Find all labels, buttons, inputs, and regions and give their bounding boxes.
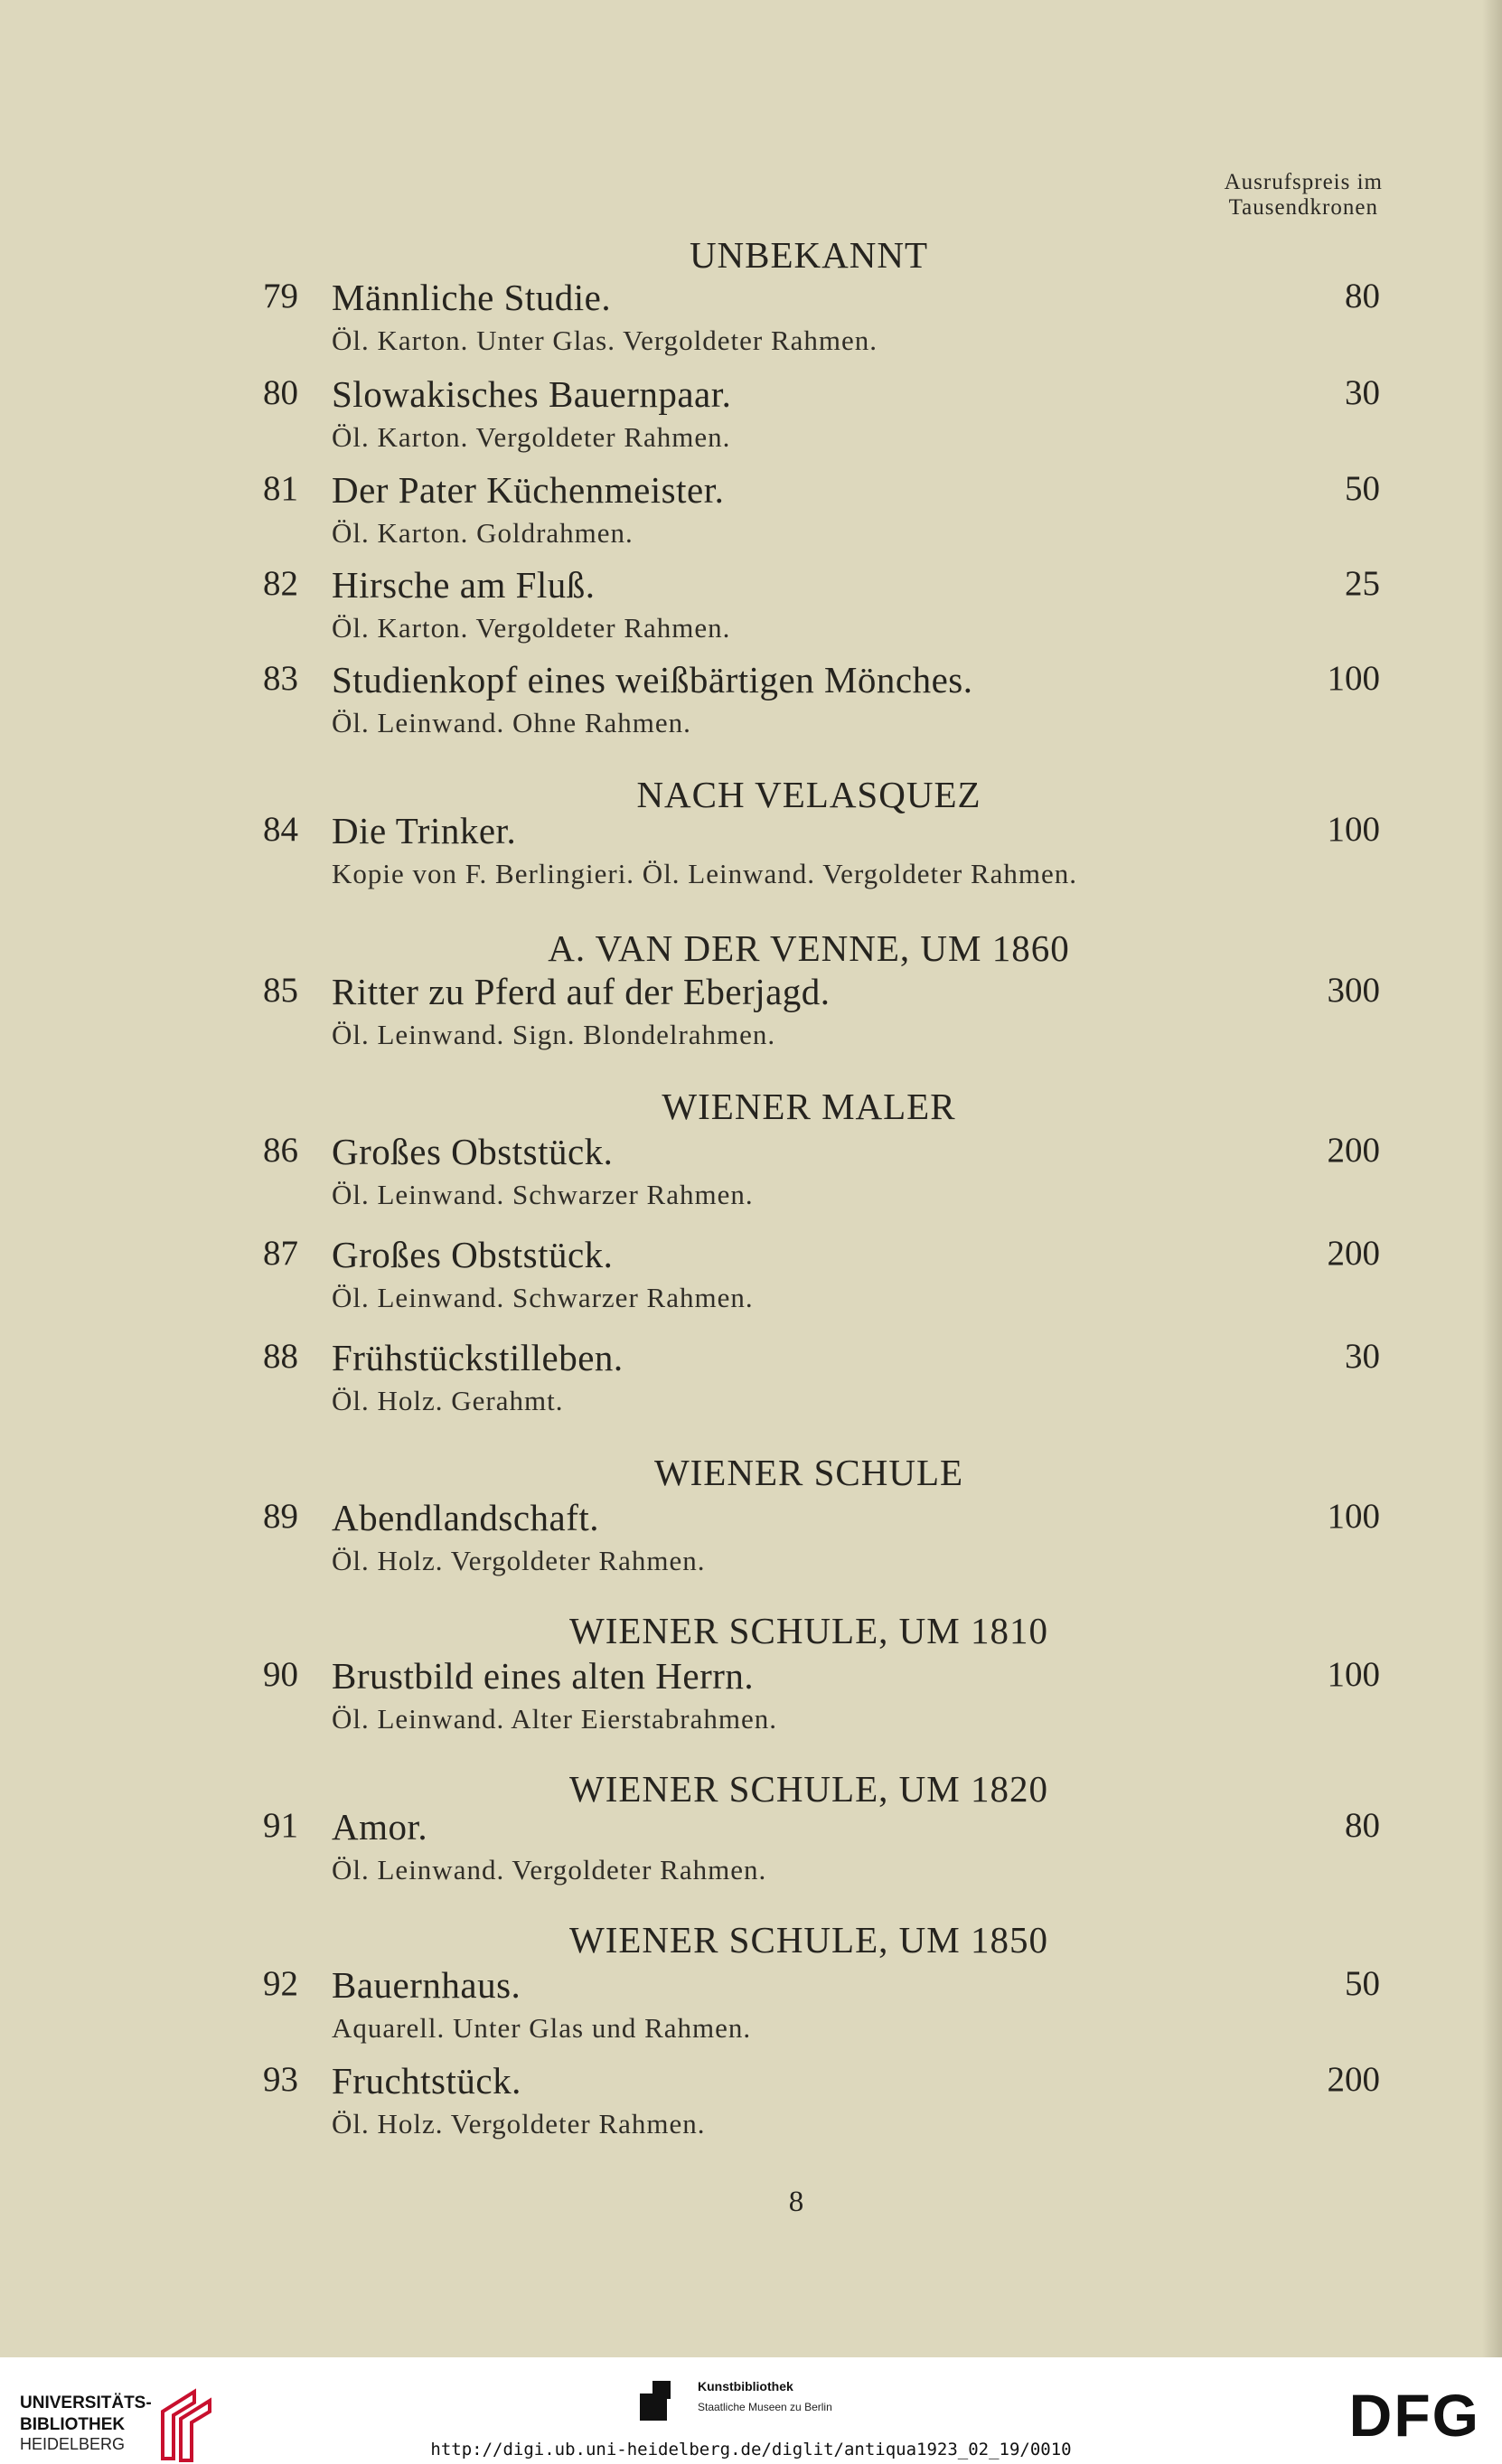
catalog-entry-86 [0,1130,1502,1229]
lot-title: Brustbild eines alten Herrn. [332,1655,755,1697]
dfg-logo[interactable]: DFG [1348,2382,1480,2449]
lot-title: Ritter zu Pferd auf der Eberjagd. [332,971,831,1012]
lot-description: Öl. Leinwand. Schwarzer Rahmen. [332,1282,754,1313]
lot-title: Frühstückstilleben. [332,1337,624,1378]
section-heading: WIENER SCHULE, UM 1850 [569,1919,1048,1961]
lot-number: 81 [263,469,298,508]
lot-price: 80 [1345,277,1380,315]
lot-price: 100 [1327,1655,1380,1694]
lot-price: 30 [1345,373,1380,412]
lot-description: Aquarell. Unter Glas und Rahmen. [332,2012,752,2044]
lot-number: 79 [263,277,298,315]
lot-number: 84 [263,810,298,849]
catalog-entry-93 [0,2059,1502,2158]
lot-number: 89 [263,1497,298,1536]
price-column-header [1225,170,1383,221]
lot-title: Fruchtstück. [332,2060,521,2102]
lot-number: 83 [263,659,298,698]
catalog-entry-79 [0,276,1502,375]
catalog-entry-89 [0,1496,1502,1595]
library-name-line3: HEIDELBERG [20,2435,126,2453]
lot-description: Öl. Leinwand. Sign. Blondelrahmen. [332,1019,776,1050]
lot-number: 86 [263,1131,298,1170]
lot-number: 80 [263,373,298,412]
lot-price: 100 [1327,810,1380,849]
lot-number: 82 [263,564,298,603]
lot-number: 85 [263,971,298,1010]
lot-price: 50 [1345,1964,1380,2003]
digitization-footer [0,2357,1502,2463]
lot-description: Öl. Karton. Vergoldeter Rahmen. [332,421,731,453]
lot-title: Hirsche am Fluß. [332,564,596,606]
lot-number: 93 [263,2060,298,2099]
smb-emblem-icon [640,2381,687,2421]
lot-price: 25 [1345,564,1380,603]
lot-title: Abendlandschaft. [332,1497,600,1538]
lot-price: 300 [1327,971,1380,1010]
lot-title: Slowakisches Bauernpaar. [332,373,732,415]
section-heading: UNBEKANNT [689,234,929,276]
section-heading: A. VAN DER VENNE, UM 1860 [548,927,1070,969]
catalog-entry-83 [0,658,1502,757]
catalog-entry-81 [0,468,1502,568]
page-number: 8 [788,2186,804,2218]
lot-description: Öl. Holz. Vergoldeter Rahmen. [332,2108,706,2140]
kunstbibliothek-logo[interactable] [640,2377,893,2428]
lot-price: 200 [1327,2060,1380,2099]
lot-description: Öl. Karton. Vergoldeter Rahmen. [332,612,731,644]
lot-description: Öl. Leinwand. Alter Eierstabrahmen. [332,1703,777,1735]
source-url-link[interactable]: http://digi.ub.uni-heidelberg.de/diglit/antiqua1923_02_19/0010 [430,2440,1072,2459]
section-heading: WIENER MALER [662,1086,956,1127]
lot-title: Studienkopf eines weißbärtigen Mönches. [332,659,973,701]
library-name-line2: BIBLIOTHEK [20,2415,126,2434]
section-heading: NACH VELASQUEZ [636,774,981,815]
section-heading: WIENER SCHULE, UM 1810 [569,1610,1048,1651]
lot-number: 91 [263,1806,298,1845]
section-heading: WIENER SCHULE, UM 1820 [569,1768,1048,1810]
lot-title: Großes Obststück. [332,1131,614,1172]
lot-number: 90 [263,1655,298,1694]
lot-description: Öl. Karton. Goldrahmen. [332,517,634,549]
catalog-entry-80 [0,372,1502,472]
lot-title: Amor. [332,1806,428,1848]
lot-price: 30 [1345,1337,1380,1376]
catalog-entry-90 [0,1654,1502,1754]
lot-description: Öl. Leinwand. Ohne Rahmen. [332,707,691,738]
lot-price: 50 [1345,469,1380,508]
lot-title: Männliche Studie. [332,277,612,318]
library-name-line1: UNIVERSITÄTS- [20,2393,152,2412]
lot-title: Die Trinker. [332,810,517,851]
lot-price: 100 [1327,1497,1380,1536]
catalog-entry-87 [0,1233,1502,1332]
kunstbibliothek-subtitle: Staatliche Museen zu Berlin [698,2401,832,2413]
catalog-entry-91 [0,1805,1502,1904]
lot-price: 200 [1327,1234,1380,1273]
lot-price: 200 [1327,1131,1380,1170]
catalog-entry-85 [0,970,1502,1069]
lot-number: 87 [263,1234,298,1273]
kunstbibliothek-name: Kunstbibliothek [698,2379,793,2393]
lot-description: Öl. Karton. Unter Glas. Vergoldeter Rahmen. [332,324,878,356]
lot-description: Öl. Holz. Gerahmt. [332,1385,564,1416]
lot-description: Öl. Leinwand. Vergoldeter Rahmen. [332,1854,767,1886]
lot-number: 92 [263,1964,298,2003]
lot-description: Kopie von F. Berlingieri. Öl. Leinwand. Vergoldeter Rahmen. [332,858,1078,889]
lot-description: Öl. Holz. Vergoldeter Rahmen. [332,1545,706,1576]
lot-price: 100 [1327,659,1380,698]
lot-description: Öl. Leinwand. Schwarzer Rahmen. [332,1179,754,1210]
lot-price: 80 [1345,1806,1380,1845]
catalog-entry-88 [0,1336,1502,1435]
lot-title: Bauernhaus. [332,1964,521,2006]
lot-number: 88 [263,1337,298,1376]
lot-title: Der Pater Küchenmeister. [332,469,725,511]
lot-title: Großes Obststück. [332,1234,614,1275]
catalog-entry-92 [0,1963,1502,2063]
section-heading: WIENER SCHULE [653,1452,964,1493]
catalog-entry-84 [0,809,1502,908]
price-header-line2: Tausendkronen [1228,195,1378,220]
catalog-entry-82 [0,563,1502,663]
price-header-line1: Ausrufspreis im [1224,170,1383,194]
